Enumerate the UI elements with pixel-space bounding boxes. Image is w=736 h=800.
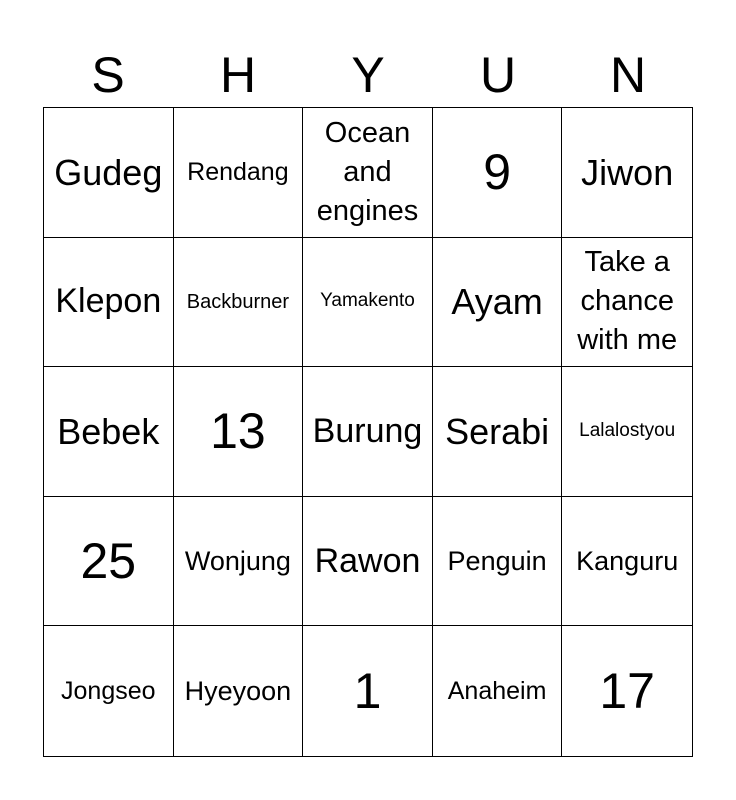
cell-text: 1	[353, 662, 382, 719]
cell-text: Rawon	[314, 541, 421, 580]
bingo-cell-r1-c2[interactable]	[174, 108, 304, 238]
cell-text: 13	[210, 402, 266, 459]
cell-text: Hyeyoon	[184, 676, 292, 706]
bingo-cell-r2-c1[interactable]	[44, 238, 174, 368]
bingo-header	[43, 44, 693, 106]
bingo-cell-r2-c2[interactable]	[174, 238, 304, 368]
bingo-cell-r5-c1[interactable]	[44, 626, 174, 756]
cell-text: Bebek	[57, 410, 160, 452]
bingo-cell-r3-c4[interactable]	[433, 367, 563, 497]
bingo-cell-r4-c4[interactable]	[433, 497, 563, 627]
bingo-cell-r2-c4[interactable]	[433, 238, 563, 368]
cell-text: Burung	[312, 411, 423, 450]
header-letter-h: H	[219, 47, 257, 103]
cell-text: Backburner	[186, 290, 290, 313]
header-letter-n: N	[609, 47, 647, 103]
header-letter-s: S	[91, 47, 125, 103]
bingo-cell-r5-c2[interactable]	[174, 626, 304, 756]
cell-text: Penguin	[447, 545, 547, 576]
cell-text: 9	[483, 143, 511, 200]
cell-text: Gudeg	[54, 151, 163, 193]
cell-text: Klepon	[55, 282, 162, 321]
cell-text: Lalalostyou	[579, 420, 676, 442]
cell-text: 25	[80, 532, 137, 589]
bingo-cell-r4-c5[interactable]	[562, 497, 692, 627]
bingo-cell-r3-c1[interactable]	[44, 367, 174, 497]
bingo-cell-r5-c5[interactable]	[562, 626, 692, 756]
cell-text: Wonjung	[184, 545, 291, 576]
bingo-cell-r3-c5[interactable]	[562, 367, 692, 497]
bingo-cell-r5-c3[interactable]	[303, 626, 433, 756]
bingo-cell-r4-c1[interactable]	[44, 497, 174, 627]
cell-text: Ocean and engines	[316, 116, 419, 227]
cell-text: Ayam	[451, 281, 543, 323]
cell-text: Anaheim	[447, 677, 547, 706]
bingo-cell-r3-c2[interactable]	[174, 367, 304, 497]
cell-text: Jiwon	[581, 151, 674, 193]
cell-text: Jongseo	[61, 677, 156, 706]
cell-text: Serabi	[445, 410, 550, 452]
cell-text: Take a chance with me	[577, 246, 678, 357]
bingo-cell-r1-c1[interactable]	[44, 108, 174, 238]
header-letter-u: U	[479, 47, 517, 103]
header-letter-y: Y	[351, 47, 385, 103]
bingo-cell-r5-c4[interactable]	[433, 626, 563, 756]
cell-text: Yamakento	[320, 290, 415, 312]
bingo-cell-r4-c3[interactable]	[303, 497, 433, 627]
bingo-cell-r2-c5[interactable]	[562, 238, 692, 368]
cell-text: Rendang	[187, 158, 289, 187]
bingo-cell-r1-c3[interactable]	[303, 108, 433, 238]
cell-text: Kanguru	[576, 545, 679, 576]
bingo-cell-r1-c5[interactable]	[562, 108, 692, 238]
bingo-board	[43, 107, 693, 757]
cell-text: 17	[599, 662, 655, 719]
bingo-cell-r3-c3[interactable]	[303, 367, 433, 497]
bingo-cell-r4-c2[interactable]	[174, 497, 304, 627]
bingo-cell-r2-c3[interactable]	[303, 238, 433, 368]
bingo-cell-r1-c4[interactable]	[433, 108, 563, 238]
